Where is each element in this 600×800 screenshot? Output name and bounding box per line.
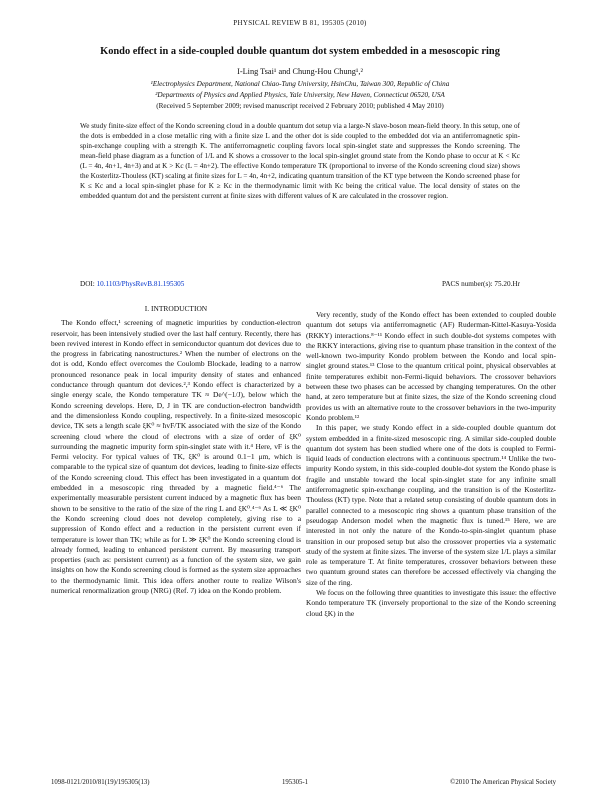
paper-title: Kondo effect in a side-coupled double quantum dot system embedded in a mesoscopic ring: [100, 46, 500, 57]
pacs-numbers: PACS number(s): 75.20.Hr: [441, 280, 520, 288]
affiliation-2: ²Departments of Physics and Applied Physics, Yale University, New Haven, Connecticut 06520, USA: [155, 91, 445, 99]
footer-page-number: 195305-1: [282, 779, 309, 786]
doi-label: DOI:: [80, 280, 95, 288]
left-column: [51, 304, 301, 596]
affiliation-1: ¹Electrophysics Department, National Chiao-Tung University, HsinChu, Taiwan 300, Republic of China: [150, 80, 450, 88]
footer-issn: 1098-0121/2010/81(19)/195305(13): [51, 779, 150, 786]
doi-link[interactable]: 10.1103/PhysRevB.81.195305: [96, 280, 185, 288]
journal-header: PHYSICAL REVIEW B 81, 195305 (2010): [233, 19, 367, 27]
section-heading: I. INTRODUCTION: [144, 304, 208, 313]
abstract: We study finite-size effect of the Kondo screening cloud in a double quantum dot setup via a large-N slave-boson mean-field theory. In this setup, one of the dots is embedded in a close metallic ring with a finite size L and the other dot is side coupled to the embedded dot via an antiferromagnetic spin-spin-exchange coupling with a strength K. The antiferromagnetic coupling favors local spin-singlet state and suppresses the Kondo screening. The mean-field phase diagram as a function of 1/L and K shows a crossover to the local spin-singlet ground state from the Kondo phase to occur at K < Kc (L = 4n, 4n+1, 4n+3) and at K > Kc (L = 4n+2). The effective Kondo temperature TK (proportional to inverse of the Kondo screening cloud size) shows the Kosterlitz-Thouless (KT) scaling at finite sizes for L = 4n, 4n+2, indicating quantum transition of the KT type between the Kondo screened phase for K ≤ Kc and a local spin-singlet phase for K ≥ Kc in the thermodynamic limit with Kc being the critical value. The local density of states on the embedded quantum dot and the persistent current at finite sizes with different values of K are calculated in the crossover region.: [80, 122, 520, 200]
paragraph: The Kondo effect,¹ screening of magnetic impurities by conduction-electron reservoir, has been intensively studied over the last half century. Recently, there has been revived interest in Kondo effect in semiconductor quantum dot devices due to the progress in fabricating nanostructures.² When the number of electrons on the dot is odd, Kondo effect overcomes the Coulomb Blockade, leading to a narrow pronounced resonance peak in local impurity density of states and enhanced conductance through quantum dot devices.²,³ Kondo effect is characterized by a single energy scale, the Kondo temperature TK ≈ De^(−1/J), below which the Kondo screening develops. Here, D, J in TK are conduction-electron bandwidth and the dimensionless Kondo coupling, respectively. In a finite-sized mesoscopic device, TK sets a length scale ξK⁰ ≈ ħvF/TK associated with the size of the Kondo screening cloud where the cloud of electrons with a size of order of ξK⁰ surrounding the magnetic impurity form spin-singlet state with it.⁴ Here, vF is the Fermi velocity. For typical values of TK, ξK⁰ is around 0.1−1 μm, which is comparable to the typical size of quantum dot devices, leading to finite-size effects of the Kondo screening cloud. This effect has been investigated in a quantum dot embedded in a mesoscopic ring threaded by a magnetic field.⁴⁻⁶ The experimentally measurable persistent current induced by a magnetic flux has been shown to be sensitive to the ratio of the size of the ring L and ξK⁰.⁴⁻⁶ As L ≪ ξK⁰ the Kondo screening cloud does not develop completely, giving rise to a suppression of Kondo effect and a reduction in the persistent current even if temperature is lower than TK; while as for L ≫ ξK⁰ the Kondo screening cloud is already formed, leading to enhanced persistent current. By measuring transport properties (such as: persistent current) as a function of the system size, we gain insights on how the Kondo screening cloud is formed as the system size approaches to the thermodynamic limit. This idea offers another route to realize Wilson's numerical renormalization group (NRG) (Ref. 7) idea on the Kondo problem.: [51, 318, 301, 596]
paragraph: In this paper, we study Kondo effect in a side-coupled double quantum dot system embedded in a finite-sized mesoscopic ring. A similar side-coupled double quantum dot system has been studied where one of the dots is coupled to Fermi-liquid leads of conduction electrons with a continuous spectrum.¹⁴ Unlike the two-impurity Kondo system, in this side-coupled double-dot system the Kondo phase is fragile and unstable toward the local spin-singlet state for any infinite small antiferromagnetic spin-exchange coupling, and the transition is of the Kosterlitz-Thouless (KT) type. Note that a related setup consisting of double quantum dots in parallel connected to a mesoscopic ring shows a quantum phase transition of the pseudogap Anderson model when the magnetic flux is tuned.¹⁵ Here, we are interested in not only the nature of the Kondo-to-spin-singlet quantum phase transition in our proposed setup but also the crossover properties via a systematic study of the system at finite sizes. The inverse of the system size 1/L plays a similar role as temperature T. At finite temperatures, crossover behaviors between these two quantum ground states can therefore be accessed effectively via changing the size of the ring.: [306, 423, 556, 587]
doi-line: [80, 280, 184, 288]
authors: I-Ling Tsai¹ and Chung-Hou Chung¹,²: [237, 67, 363, 76]
paragraph: We focus on the following three quantities to investigate this issue: the effective Kondo temperature TK (inversely proportional to the size of the Kondo screening cloud ξK) in the: [306, 588, 556, 618]
right-column: [306, 310, 556, 619]
received-dates: (Received 5 September 2009; revised manuscript received 2 February 2010; published 4 May 2010): [156, 102, 444, 110]
paragraph: Very recently, study of the Kondo effect has been extended to coupled double quantum dot setups via antiferromagnetic (AF) Ruderman-Kittel-Kasuya-Yosida (RKKY) interactions.⁸⁻¹¹ Kondo effect in such double-dot systems competes with the RKKY interactions, giving rise to quantum phase transition in the context of the well-known two-impurity Kondo problem between the Kondo and local spin-singlet ground states.¹³ Close to the quantum critical point, physical observables at finite temperatures exhibit non-Fermi-liquid behaviors. The crossover behaviors between these two phases can be accessed by changing temperatures. On the other hand, at zero temperature but at finite sizes, the size of the Kondo screening cloud provides us with an alternative route to the crossover behaviors in the two-impurity Kondo problem.¹²: [306, 310, 556, 422]
footer-copyright: ©2010 The American Physical Society: [450, 779, 556, 786]
